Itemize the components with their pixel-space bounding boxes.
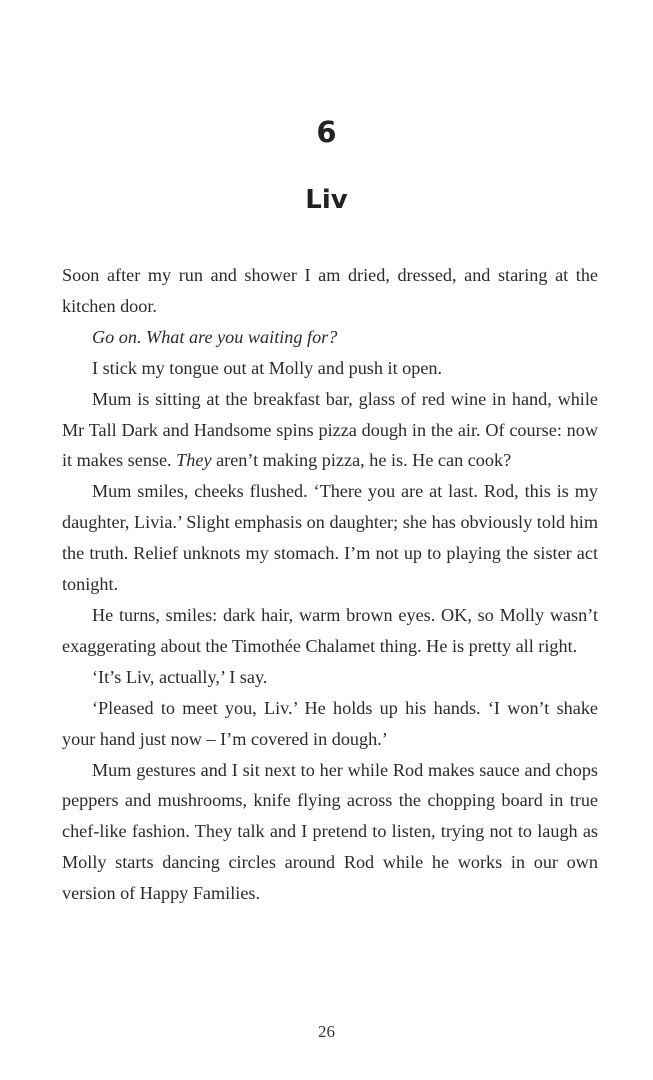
- paragraph-4: [62, 384, 598, 477]
- page-number: 26: [318, 1022, 335, 1041]
- paragraph-2: [62, 322, 598, 353]
- paragraph-4-part-1: Mum is sitting at the breakfast bar, glass of red wine in hand, while Mr Tall Dark and Handsome spins pizza dough in the air. Of course: now it makes sense.: [62, 388, 598, 471]
- inner-thought: Go on. What are you waiting for?: [92, 326, 338, 347]
- paragraph-4-part-2: aren’t making pizza, he is. He can cook?: [211, 450, 512, 471]
- paragraph-7: ‘It’s Liv, actually,’ I say.: [92, 666, 268, 687]
- paragraph-5: Mum smiles, cheeks flushed. ‘There you are at last. Rod, this is my daughter, Livia.’ Slight emphasis on daughter; she has obviously told him the truth. Relief unknots my stomach. I’m not up to playing the sister act tonight.: [62, 481, 598, 595]
- paragraph-1: Soon after my run and shower I am dried, dressed, and staring at the kitchen door.: [62, 265, 598, 316]
- paragraph-9: Mum gestures and I sit next to her while Rod makes sauce and chops peppers and mushrooms, knife flying across the chopping board in true chef-like fashion. They talk and I pretend to listen, trying not to laugh as Molly starts dancing circles around Rod while he works in our own version of Happy Families.: [62, 759, 598, 904]
- body-text: [62, 260, 598, 909]
- chapter-title: Liv: [305, 185, 348, 215]
- paragraph-6: He turns, smiles: dark hair, warm brown eyes. OK, so Molly wasn’t exaggerating about the Timothée Chalamet thing. He is pretty all right.: [62, 604, 598, 656]
- chapter-number: 6: [316, 115, 337, 149]
- paragraph-8: ‘Pleased to meet you, Liv.’ He holds up his hands. ‘I won’t shake your hand just now – I’m covered in dough.’: [62, 697, 598, 749]
- paragraph-4-emphasis: They: [176, 450, 212, 471]
- paragraph-3: I stick my tongue out at Molly and push it open.: [92, 357, 443, 378]
